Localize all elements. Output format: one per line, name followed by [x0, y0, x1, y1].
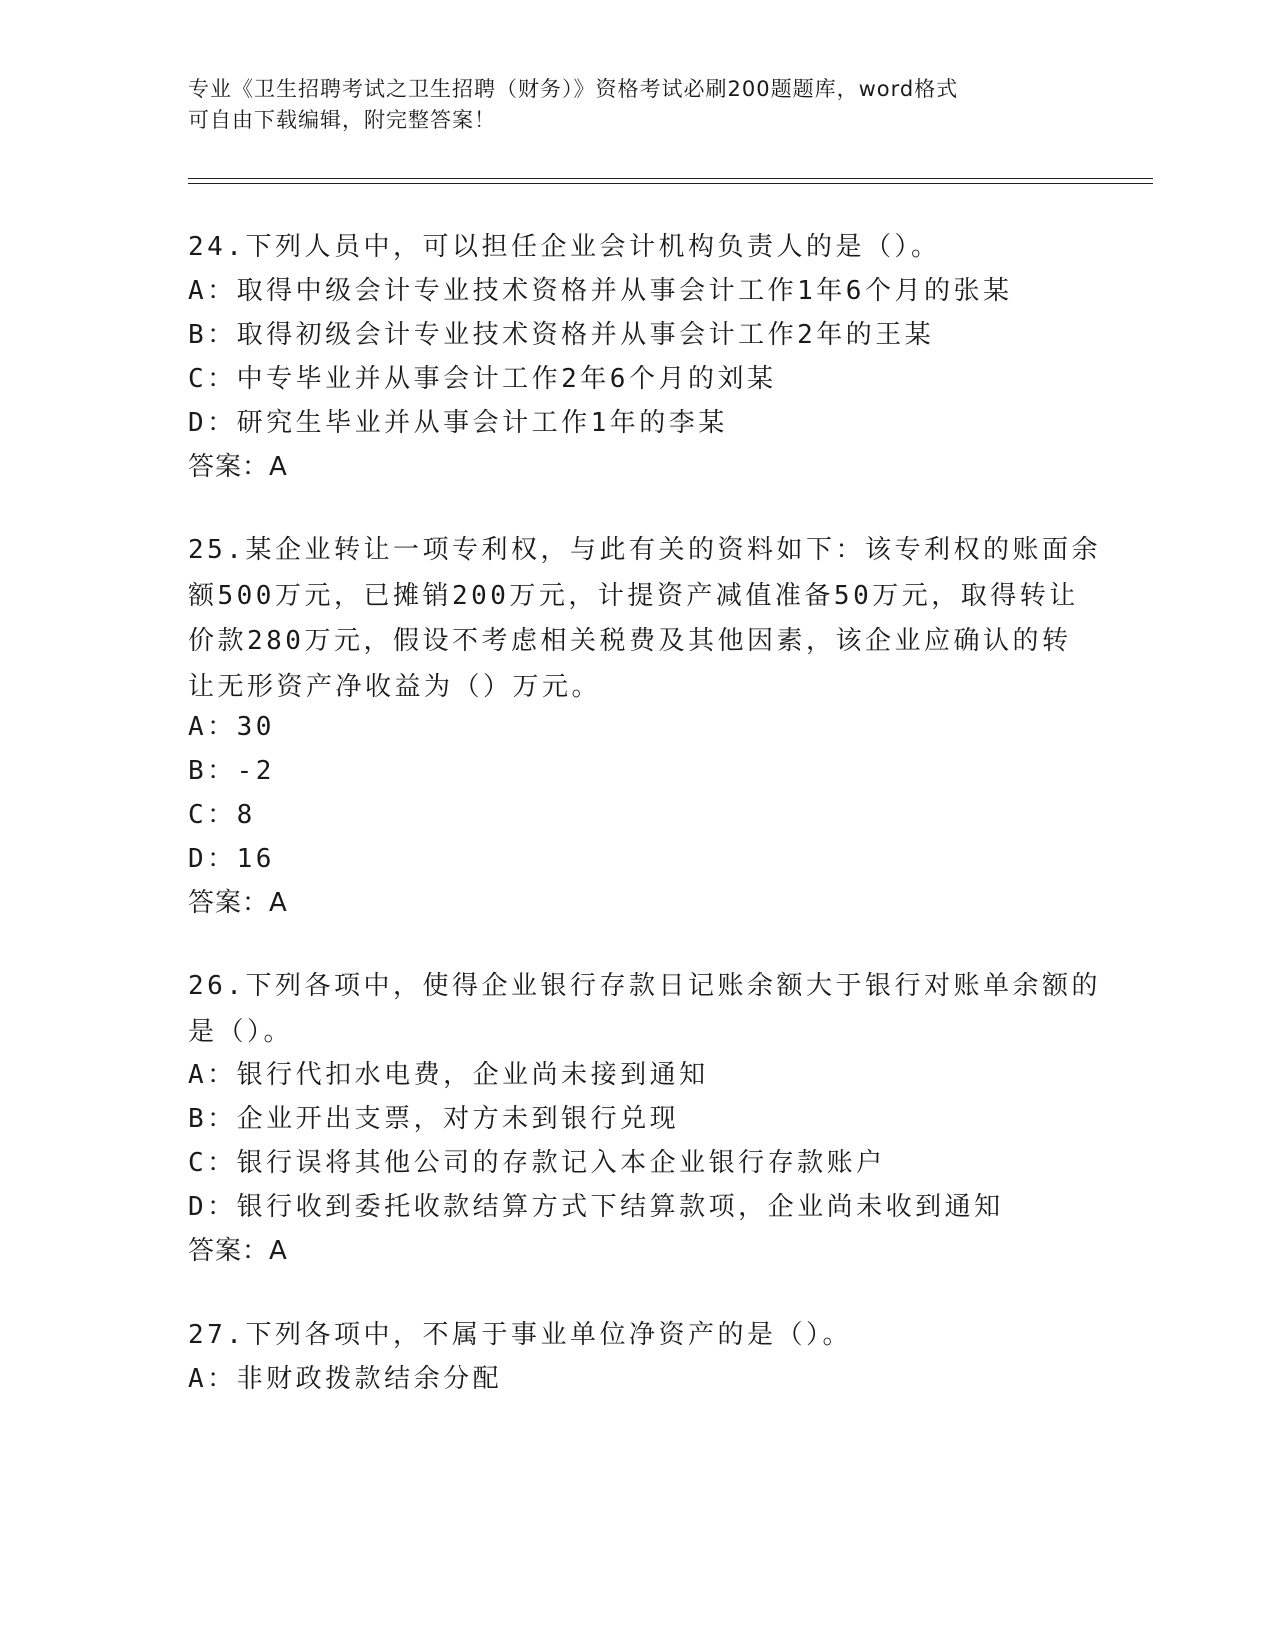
- question-24-option-b: B：取得初级会计专业技术资格并从事会计工作2年的王某: [188, 320, 935, 350]
- question-26-line-1: 26.下列各项中，使得企业银行存款日记账余额大于银行对账单余额的: [188, 971, 1101, 1001]
- question-24-text: 24.下列人员中，可以担任企业会计机构负责人的是（）。: [188, 232, 941, 262]
- question-25-option-d: D：16: [188, 844, 275, 874]
- question-26-text: [188, 964, 1101, 1055]
- question-26-line-2: 是（）。: [188, 1016, 294, 1047]
- question-25-answer: 答案：A: [188, 888, 288, 918]
- question-26-option-b: B：企业开出支票，对方未到银行兑现: [188, 1104, 680, 1134]
- question-25-option-a: A：30: [188, 712, 275, 742]
- document-header: [188, 74, 1088, 136]
- question-26-option-c: C：银行误将其他公司的存款记入本企业银行存款账户: [188, 1148, 886, 1178]
- question-25-text: [188, 528, 1101, 710]
- question-24-option-a: A：取得中级会计专业技术资格并从事会计工作1年6个月的张某: [188, 276, 1013, 306]
- question-27-text: 27.下列各项中，不属于事业单位净资产的是（）。: [188, 1320, 852, 1350]
- question-24-answer: 答案：A: [188, 452, 288, 482]
- question-24-option-c: C：中专毕业并从事会计工作2年6个月的刘某: [188, 364, 777, 394]
- question-26-option-a: A：银行代扣水电费，企业尚未接到通知: [188, 1060, 709, 1090]
- question-25-line-2: 额500万元，已摊销200万元，计提资产减值准备50万元，取得转让: [188, 580, 1079, 611]
- question-25-line-4: 让无形资产净收益为（）万元。: [188, 671, 602, 702]
- question-25-line-3: 价款280万元，假设不考虑相关税费及其他因素，该企业应确认的转: [188, 626, 1072, 656]
- header-line-1: 专业《卫生招聘考试之卫生招聘（财务）》资格考试必刷200题题库，word格式: [188, 77, 959, 101]
- header-divider-top: [188, 178, 1153, 179]
- question-26-option-d: D：银行收到委托收款结算方式下结算款项，企业尚未收到通知: [188, 1192, 1004, 1222]
- question-25-line-1: 25.某企业转让一项专利权，与此有关的资料如下：该专利权的账面余: [188, 535, 1101, 565]
- question-26-answer: 答案：A: [188, 1236, 288, 1266]
- question-27-option-a: A：非财政拨款结余分配: [188, 1364, 503, 1394]
- question-24-option-d: D：研究生毕业并从事会计工作1年的李某: [188, 408, 728, 438]
- header-divider-bottom: [188, 183, 1153, 184]
- question-25-option-c: C：8: [188, 800, 256, 830]
- question-25-option-b: B：-2: [188, 756, 275, 786]
- header-line-2: 可自由下载编辑，附完整答案！: [188, 108, 496, 132]
